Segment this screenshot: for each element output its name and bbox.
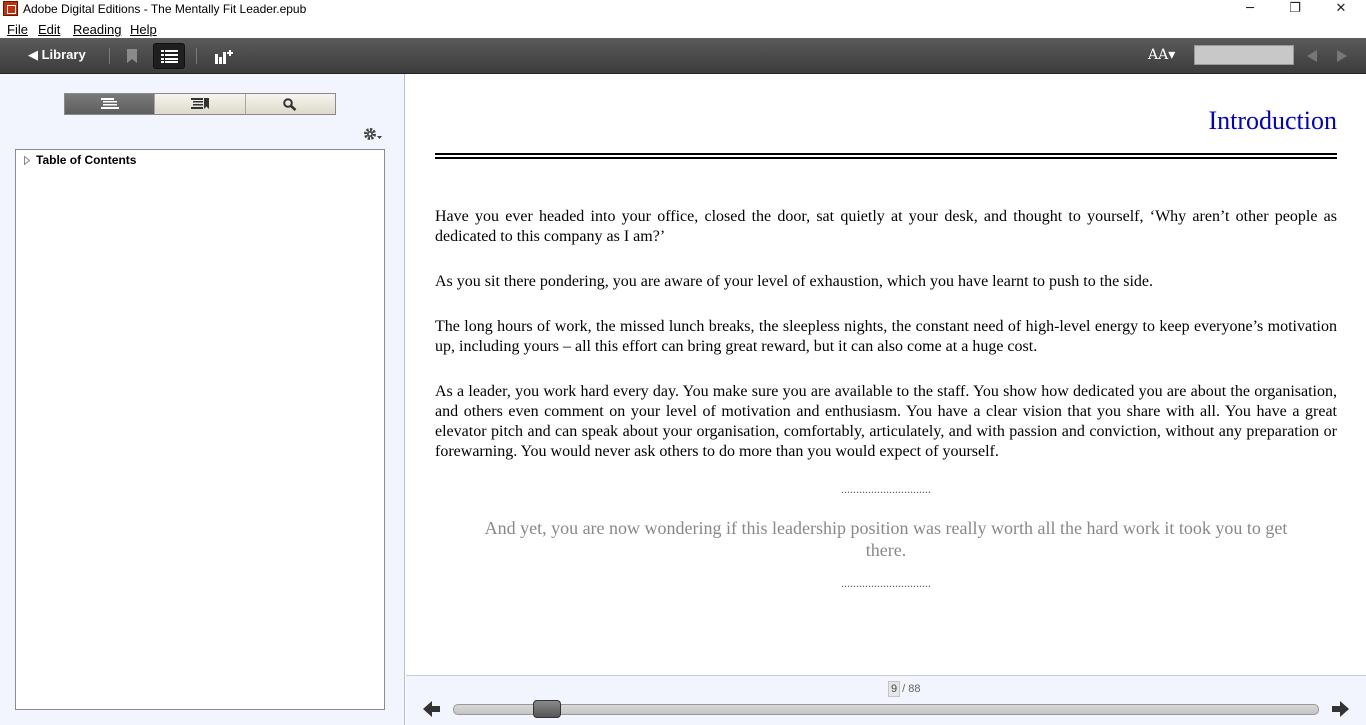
toolbar-divider [196,48,197,64]
reader-toolbar [0,38,1366,74]
current-page-input[interactable]: 9 [888,681,900,697]
library-button[interactable]: ◀ Library [28,47,86,62]
window-title: Adobe Digital Editions - The Mentally Fit Leader.epub [23,2,307,16]
next-result-button[interactable] [1333,43,1351,69]
page-slider-track[interactable] [453,704,1319,715]
next-page-button[interactable] [1331,700,1349,723]
quote-divider-bottom: .............................. [841,576,931,590]
tab-search[interactable] [246,94,335,114]
stats-add-icon [215,49,233,64]
body-paragraph: Have you ever headed into your office, closed the door, sat quietly at your desk, and thought to yourself, ‘Why aren’t other people as dedicated to this company as I am?’ [435,208,1337,245]
next-result-icon [1337,50,1347,62]
menu-edit[interactable]: Edit [38,22,61,37]
menu-bar [0,19,1366,39]
gear-icon [363,127,383,141]
arrow-right-icon [1331,700,1349,718]
arrow-left-icon [423,700,441,718]
chapter-title: Introduction [1208,106,1337,135]
page-indicator [888,681,920,697]
prev-result-button[interactable] [1303,43,1321,69]
page-navigation-bar [406,675,1366,725]
tab-bookmarks[interactable] [155,94,245,114]
sidebar [0,74,405,725]
title-rule-top [435,153,1337,155]
bookmark-button[interactable] [122,43,142,69]
prev-result-icon [1307,50,1317,62]
toc-panel [15,149,385,710]
toc-root-label: Table of Contents [36,153,137,167]
tab-table-of-contents[interactable] [65,94,155,114]
body-paragraph: As a leader, you work hard every day. You make sure you are available to the staff. You show how dedicated you are about the organisation, and others even comment on your level of motivation and enthusiasm. You have a clear vision that you share with all. You have a great elevator pitch and can speak about your organisation, comfortably, articulately, and with passion and conviction, without any preparation or forewarning. You would never ask others to do more than you would expect of yourself. [435,383,1337,460]
title-rule-bottom [435,157,1337,159]
sidebar-tabs [64,93,336,115]
menu-help[interactable]: Help [130,22,157,37]
pull-quote: And yet, you are now wondering if this leadership position was really worth all the hard work it took you to get there. [484,518,1288,560]
bookmark-icon [127,49,137,63]
sidebar-settings-button[interactable] [363,127,383,146]
menu-reading[interactable]: Reading [73,22,122,37]
toolbar-divider [109,48,110,64]
title-bar [0,0,1366,19]
toc-list-icon [161,50,178,63]
bookmarks-icon [191,98,209,110]
toc-root-item[interactable] [24,153,136,167]
expand-triangle-icon[interactable] [24,156,30,165]
search-icon [283,98,297,111]
toc-icon [101,98,119,110]
quote-divider-top: .............................. [841,482,931,496]
reading-pane [406,74,1366,675]
toc-view-button[interactable] [153,43,185,69]
restore-button[interactable]: ❐ [1289,1,1301,16]
close-button[interactable]: ✕ [1335,1,1347,16]
search-input[interactable] [1194,45,1294,65]
font-size-button[interactable]: AA▾ [1148,47,1176,63]
total-pages-label: / 88 [902,683,921,695]
body-paragraph: The long hours of work, the missed lunch breaks, the sleepless nights, the constant need of high-level energy to keep everyone’s motivation up, including yours – all this effort can bring great reward, but it can also come at a huge cost. [435,318,1337,355]
body-paragraph: As you sit there pondering, you are aware of your level of exhaustion, which you have learnt to push to the side. [435,273,1154,290]
reading-stats-button[interactable] [213,43,235,69]
minimize-button[interactable]: ─ [1246,1,1254,16]
menu-file[interactable]: File [7,22,28,37]
previous-page-button[interactable] [423,700,441,723]
app-logo-icon [3,1,18,16]
page-slider-thumb[interactable] [533,700,561,718]
